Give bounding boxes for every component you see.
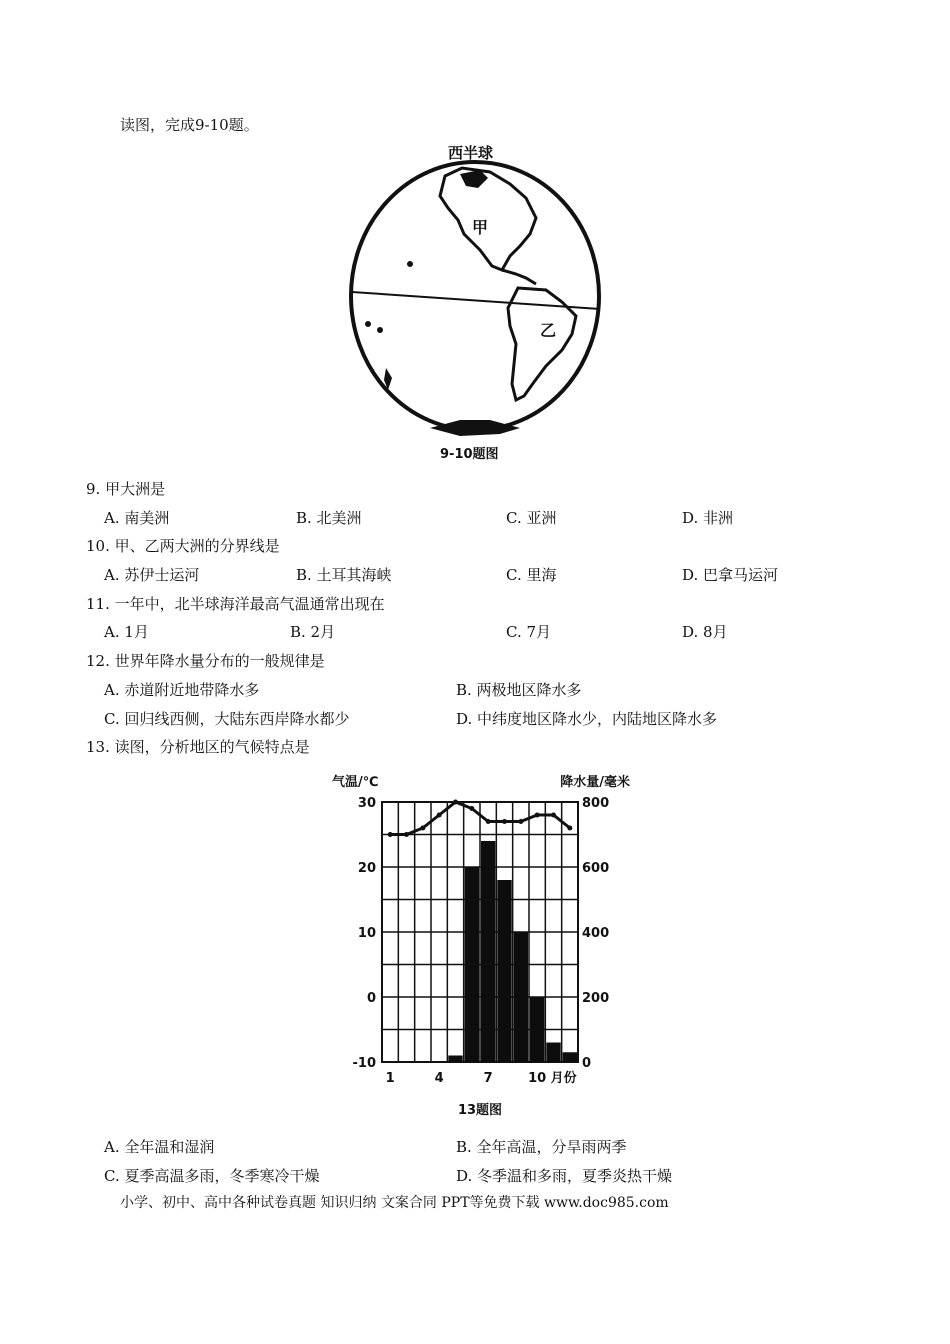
- q13-option-d[interactable]: D. 冬季温和多雨，夏季炎热干燥: [456, 1167, 673, 1185]
- temperature-point: [388, 832, 393, 837]
- precipitation-bar: [465, 867, 479, 1062]
- antarctica-shape: [430, 420, 520, 436]
- arctic-islands: [460, 170, 488, 188]
- precipitation-bar: [497, 880, 511, 1062]
- q11-stem: 11. 一年中，北半球海洋最高气温通常出现在: [86, 595, 385, 613]
- hemisphere-figure: [340, 138, 630, 466]
- q10-option-d[interactable]: D. 巴拿马运河: [682, 566, 779, 584]
- q13-option-c[interactable]: C. 夏季高温多雨，冬季寒冷干燥: [104, 1167, 320, 1185]
- precipitation-tick-label: 200: [582, 991, 610, 1006]
- q9-option-c[interactable]: C. 亚洲: [506, 509, 557, 527]
- temperature-tick-label: 10: [357, 926, 376, 941]
- month-tick-label: 7: [483, 1071, 493, 1086]
- temperature-point: [567, 826, 572, 831]
- q9-option-d[interactable]: D. 非洲: [682, 509, 734, 527]
- island-dot: [377, 327, 383, 333]
- precipitation-bar: [530, 997, 544, 1062]
- temperature-tick-label: -10: [352, 1056, 376, 1071]
- temperature-tick-label: 0: [366, 991, 376, 1006]
- q11-option-d[interactable]: D. 8月: [682, 623, 728, 641]
- left-axis-label: 气温/℃: [332, 775, 379, 790]
- precipitation-bar: [546, 1043, 560, 1063]
- q12-option-d[interactable]: D. 中纬度地区降水少，内陆地区降水多: [456, 710, 718, 728]
- q9-option-b[interactable]: B. 北美洲: [296, 509, 362, 527]
- label-yi: 乙: [540, 321, 557, 340]
- chart-caption: 13题图: [457, 1103, 503, 1118]
- precipitation-bar: [514, 932, 528, 1062]
- q9-option-a[interactable]: A. 南美洲: [104, 509, 170, 527]
- temperature-point: [551, 813, 556, 818]
- temperature-point: [437, 813, 442, 818]
- footer-text: 小学、初中、高中各种试卷真题 知识归纳 文案合同 PPT等免费下载 www.doc985.com: [120, 1195, 669, 1211]
- island-dot: [365, 321, 371, 327]
- q11-option-b[interactable]: B. 2月: [290, 623, 336, 641]
- q12-stem: 12. 世界年降水量分布的一般规律是: [86, 652, 325, 670]
- x-axis-label: 月份: [550, 1071, 577, 1086]
- central-america: [502, 270, 536, 284]
- precipitation-tick-label: 800: [582, 796, 610, 811]
- q10-stem: 10. 甲、乙两大洲的分界线是: [86, 537, 280, 555]
- q12-option-b[interactable]: B. 两极地区降水多: [456, 681, 582, 699]
- q10-option-a[interactable]: A. 苏伊士运河: [104, 566, 200, 584]
- temperature-tick-label: 20: [357, 861, 376, 876]
- island-dot: [407, 261, 413, 267]
- hemisphere-map: [340, 138, 630, 466]
- precipitation-bar: [563, 1052, 577, 1062]
- globe-outline: [351, 162, 599, 430]
- precipitation-tick-label: 600: [582, 861, 610, 876]
- climate-chart: [330, 762, 632, 1124]
- month-tick-label: 10: [528, 1071, 547, 1086]
- equator-line: [352, 292, 600, 309]
- temperature-point: [518, 819, 523, 824]
- q13-option-a[interactable]: A. 全年温和湿润: [104, 1138, 215, 1156]
- q13-stem: 13. 读图，分析地区的气候特点是: [86, 738, 310, 756]
- q12-option-c[interactable]: C. 回归线西侧，大陆东西岸降水都少: [104, 710, 350, 728]
- temperature-point: [420, 826, 425, 831]
- precipitation-tick-label: 0: [582, 1056, 592, 1071]
- month-tick-label: 4: [434, 1071, 444, 1086]
- q11-option-a[interactable]: A. 1月: [104, 623, 149, 641]
- q12-option-a[interactable]: A. 赤道附近地带降水多: [104, 681, 260, 699]
- precipitation-bar: [448, 1056, 462, 1063]
- label-jia: 甲: [472, 218, 489, 237]
- temperature-tick-label: 30: [357, 796, 376, 811]
- temperature-point: [404, 832, 409, 837]
- temperature-point: [486, 819, 491, 824]
- q11-option-c[interactable]: C. 7月: [506, 623, 552, 641]
- precipitation-bar: [481, 841, 495, 1062]
- q9-stem: 9. 甲大洲是: [86, 480, 166, 498]
- map-title: 西半球: [448, 144, 494, 162]
- right-axis-label: 降水量/毫米: [560, 775, 630, 790]
- temperature-point: [469, 806, 474, 811]
- q10-option-c[interactable]: C. 里海: [506, 566, 557, 584]
- figure-caption: 9-10题图: [440, 447, 499, 462]
- precipitation-tick-label: 400: [582, 926, 610, 941]
- month-tick-label: 1: [385, 1071, 395, 1086]
- intro-text: 读图，完成9-10题。: [120, 116, 259, 134]
- temperature-point: [502, 819, 507, 824]
- temperature-point: [453, 800, 458, 805]
- temperature-point: [535, 813, 540, 818]
- climate-chart-svg: [330, 762, 632, 1124]
- q13-option-b[interactable]: B. 全年高温，分旱雨两季: [456, 1138, 627, 1156]
- q10-option-b[interactable]: B. 土耳其海峡: [296, 566, 392, 584]
